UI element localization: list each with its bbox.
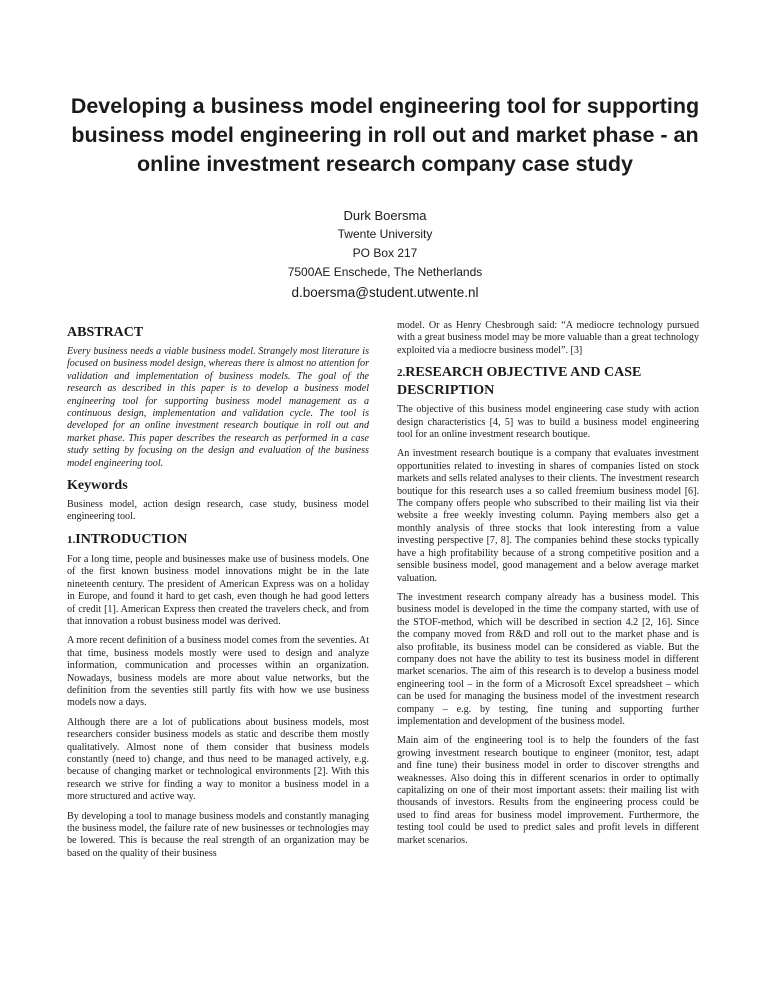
section-title: RESEARCH OBJECTIVE AND CASE DESCRIPTION: [397, 365, 642, 399]
author-name: Durk Boersma: [343, 208, 427, 223]
intro-paragraph: Although there are a lot of publications about business models, most researchers consider business models as static and describe them mostly qualitatively. Almost none of them consider that business models constantly (need to) change, and thus need to be managed actively, e.g. because of changing market or technological environments [2]. With this research we strive for finding a way to monitor a business model in a more structured and active way.: [67, 716, 369, 803]
body-paragraph: The objective of this business model engineering case study with action design characteristics [4, 5] was to build a business model engineering tool for an online investment research boutique.: [397, 404, 699, 441]
author-affiliation: Twente University: [337, 227, 433, 241]
intro-paragraph: A more recent definition of a business model comes from the seventies. At that time, business models mostly were used to design and analyze information, communication and processes within an organization. Nowadays, business models are more about value networks, but the definition from the seventies still partly fits with how we use business models now a days.: [67, 635, 369, 709]
abstract-heading: ABSTRACT: [67, 325, 144, 340]
intro-paragraph: For a long time, people and businesses make use of business models. One of the first known business model innovations might be in the late nineteenth century. The president of American Express was on a holiday in Europe, and found it hard to get cash, even though he had good letters of credit [1]. American Express then created the travelers check, and from that innovation a robust business model was derived.: [67, 553, 369, 627]
section-title: INTRODUCTION: [75, 531, 188, 547]
body-paragraph: An investment research boutique is a company that evaluates investment opportunities related to investing in shares of companies listed on stock markets and sells related analyses to their clients. The investment research boutique for this research uses a so called freemium business model [6]. The company offers people who subscribed to their mailing list via their website a free weekly investing column. Paying members also get a monthly analysis of three stocks that look interesting from a value investing perspective [7, 8]. The companies behind these stocks typically have a high profitability because of a strong competitive position and a sensible business model, good management and a below average market valuation.: [397, 448, 699, 584]
author-address-line-2: 7500AE Enschede, The Netherlands: [287, 265, 483, 279]
intro-paragraph: By developing a tool to manage business models and constantly managing the business model, the failure rate of new businesses or technologies may be lowered. This is because the real strength of an organization may be based on the quality of their business: [67, 810, 369, 859]
right-column: [397, 320, 699, 854]
body-paragraph: The investment research company already has a business model. This business model is developed in the time the company started, with use of the STOF-method, which will be described in section 4.2 [2, 16]. Since the company moved from R&D and roll out to the market phase and is also profitable, its business model can be considered as viable. But the company does not have the ability to test its business model in different market scenarios. The aim of this research is to develop a business model engineering tool – in the form of a Microsoft Excel spreadsheet – which can be used for managing the business model of the investment research company – e.g. by testing, fine tuning and supporting further implementation and development of the business model.: [397, 591, 699, 727]
section-number: 2.: [397, 367, 406, 380]
introduction-heading: [67, 531, 369, 549]
author-address-line-1: PO Box 217: [352, 246, 418, 260]
intro-continuation: model. Or as Henry Chesbrough said: “A mediocre technology pursued with a great business model may be more valuable than a great technology exploited via a mediocre business model”. [3]: [397, 320, 699, 356]
left-column: [67, 320, 369, 867]
body-paragraph: Main aim of the engineering tool is to help the founders of the fast growing investment research boutique to engineer (monitor, test, adapt and fine tune) their business model in order to discover strengths and weaknesses. Also doing this in different scenarios in order to optimally capitalizing on one of their most important assets: their mailing list with thousands of investors. Results from the engineering process could be used to find areas for business model improvement. Furthermore, the testing tool could be used to predict sales and profit levels in different market scenarios.: [397, 735, 699, 846]
keywords-heading: Keywords: [67, 478, 128, 494]
research-objective-heading: [397, 364, 699, 399]
author-email: d.boersma@student.utwente.nl: [291, 285, 479, 300]
section-number: 1.: [67, 533, 76, 546]
author-block: [230, 207, 540, 304]
paper-title: Developing a business model engineering tool for supporting business model engineering in roll out and market phase - an online investment research company case study: [70, 94, 700, 176]
abstract-text: Every business needs a viable business model. Strangely most literature is focused on business model design, whereas there is almost no attention for validation and implementation of business models. The goal of the research as described in this paper is to develop a business model engineering tool for supporting business model management as a continuous design, implementation and validation cycle. The tool is developed for an online investment research boutique in roll out and market phase. This paper describes the research as performed in a case study setting by focusing on the design and evaluation of the business model engineering tool.: [67, 346, 369, 469]
keywords-text: Business model, action design research, case study, business model engineering tool.: [67, 499, 369, 523]
